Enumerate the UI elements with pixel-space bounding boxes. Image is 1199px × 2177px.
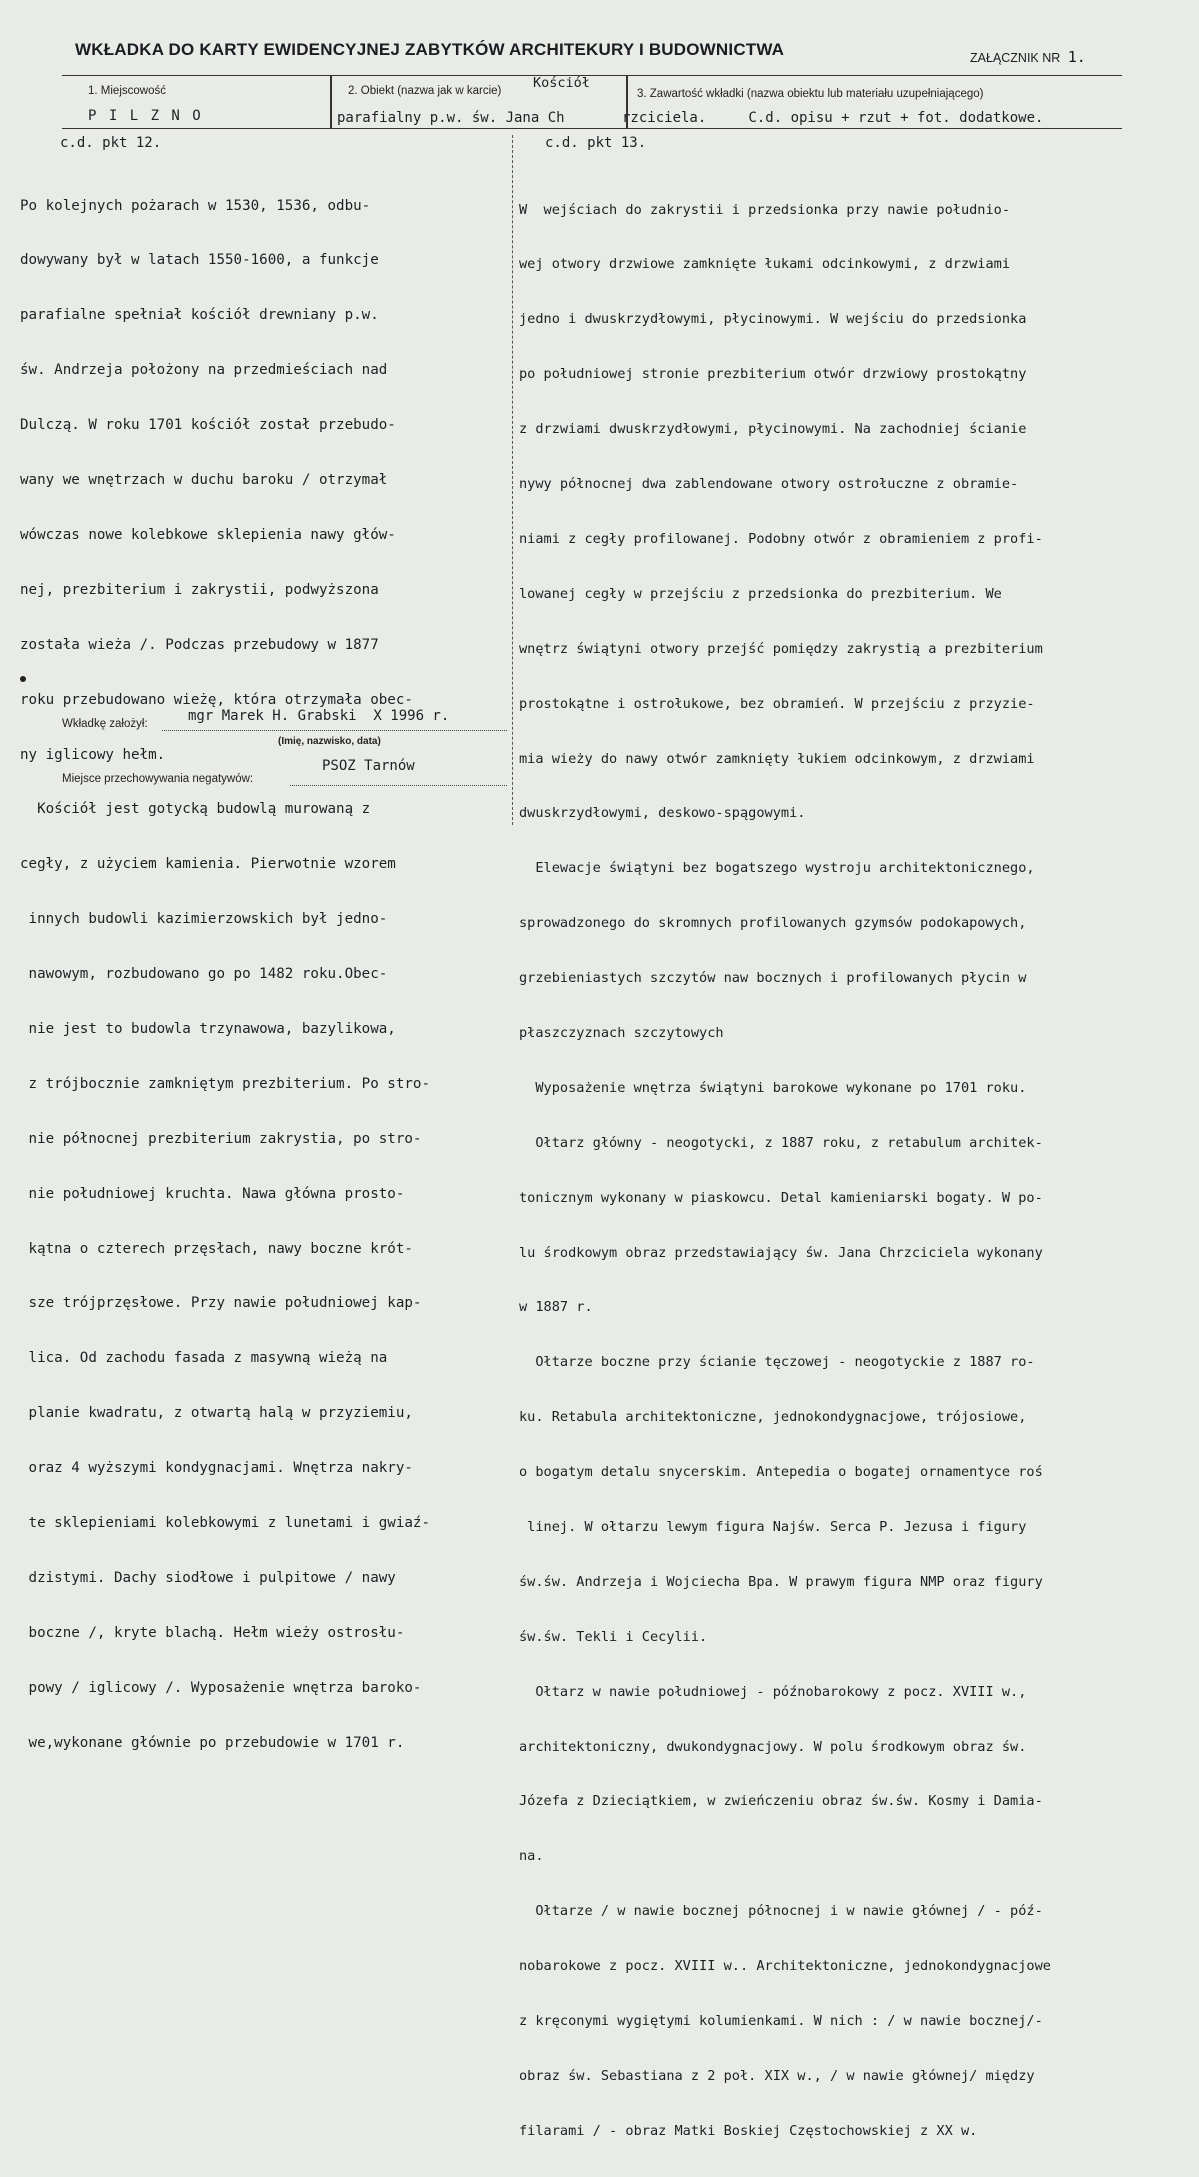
left-column-text [20,160,430,1788]
text-line: tonicznym wykonany w piaskowcu. Detal kamieniarski bogaty. W po- [519,1189,1043,1206]
text-line: nej, prezbiterium i zakrystii, podwyższona [20,581,379,598]
text-line: planie kwadratu, z otwartą halą w przyziemiu, [20,1405,413,1422]
column-divider [512,135,513,825]
text-line: mia wieży do nawy otwór zamknięty łukiem odcinkowym, z drzwiami [519,750,1035,767]
storage-dotted-line [290,785,507,786]
author-hint: (Imię, nazwisko, data) [278,736,381,747]
text-line: nie północnej prezbiterium zakrystia, po stro- [20,1130,422,1147]
text-line: lu środkowym obraz przedstawiający św. Jana Chrzciciela wykonany [519,1244,1043,1261]
text-line: o bogatym detalu snycerskim. Antepedia o bogatej ornamentyce roś [519,1464,1043,1481]
text-line: niami z cegły profilowanej. Podobny otwór z obramieniem z profi- [519,530,1043,547]
text-line: lowanej cegły w przejściu z przedsionka do prezbiterium. We [519,585,1002,602]
field-3-value: rzciciela. C.d. opisu + rzut + fot. dodatkowe. [622,110,1044,126]
field-1-label: 1. Miejscowość [88,85,166,97]
right-column-heading: c.d. pkt 13. [545,135,647,151]
text-line: filarami / - obraz Matki Boskiej Częstochowskiej z XX w. [519,2122,978,2139]
text-line: nie południowej kruchta. Nawa główna prosto- [20,1185,405,1202]
text-line: prostokątne i ostrołukowe, bez obramień. W przejściu z przyzie- [519,695,1035,712]
text-line: obraz św. Sebastiana z 2 poł. XIX w., / w nawie głównej/ między [519,2067,1035,2084]
attachment-number [970,48,1086,66]
attachment-number-value: 1. [1067,48,1086,66]
text-line: z drzwiami dwuskrzydłowymi, płycinowymi. Na zachodniej ścianie [519,421,1027,438]
text-line: cegły, z użyciem kamienia. Pierwotnie wzorem [20,856,396,873]
text-line: wówczas nowe kolebkowe sklepienia nawy głów- [20,526,396,543]
text-line: Ołtarze / w nawie bocznej północnej i w nawie głównej / - póź- [519,1903,1043,1920]
text-line: nobarokowe z pocz. XVIII w.. Architektoniczne, jednokondygnacjowe [519,1958,1051,1975]
text-line: sprowadzonego do skromnych profilowanych gzymsów podokapowych, [519,915,1027,932]
ink-dot [20,676,26,682]
text-line: została wieża /. Podczas przebudowy w 1877 [20,636,379,653]
text-line: lica. Od zachodu fasada z masywną wieżą na [20,1350,388,1367]
text-line: z trójbocznie zamkniętym prezbiterium. Po stro- [20,1075,430,1092]
text-line: Wyposażenie wnętrza świątyni barokowe wykonane po 1701 roku. [519,1079,1027,1096]
text-line: innych budowli kazimierzowskich był jedno- [20,911,388,928]
text-line: grzebieniastych szczytów naw bocznych i profilowanych płycin w [519,970,1027,987]
field-2-value-top: Kościół [533,75,590,91]
text-line: W wejściach do zakrystii i przedsionka przy nawie południo- [519,201,1011,218]
text-line: wnętrz świątyni otwory przejść pomiędzy zakrystią a prezbiterium [519,640,1043,657]
attachment-label: ZAŁĄCZNIK NR [970,51,1061,65]
text-line: po południowej stronie prezbiterium otwór drzwiowy prostokątny [519,366,1027,383]
text-line: we,wykonane głównie po przebudowie w 1701 r. [20,1734,405,1751]
text-line: nawowym, rozbudowano go po 1482 roku.Obec- [20,966,388,983]
text-line: Po kolejnych pożarach w 1530, 1536, odbu- [20,197,371,214]
text-line: Ołtarz główny - neogotycki, z 1887 roku, z retabulum architek- [519,1134,1043,1151]
author-dotted-line [162,730,507,731]
text-line: kątna o czterech przęsłach, nawy boczne krót- [20,1240,413,1257]
text-line: parafialne spełniał kościół drewniany p.w. [20,307,379,324]
text-line: sze trójprzęsłowe. Przy nawie południowej kap- [20,1295,422,1312]
storage-value: PSOZ Tarnów [322,758,415,774]
text-line: płaszczyznach szczytowych [519,1024,724,1041]
right-column-text [519,164,1051,2177]
text-line: Ołtarze boczne przy ścianie tęczowej - neogotyckie z 1887 ro- [519,1354,1035,1371]
text-line: św. Andrzeja położony na przedmieściach nad [20,362,388,379]
text-line: w 1887 r. [519,1299,593,1316]
text-line: dzistymi. Dachy siodłowe i pulpitowe / nawy [20,1569,396,1586]
text-line: wany we wnętrzach w duchu baroku / otrzymał [20,472,388,489]
text-line: boczne /, kryte blachą. Hełm wieży ostrosłu- [20,1624,405,1641]
text-line: z kręconymi wygiętymi kolumienkami. W nich : / w nawie bocznej/- [519,2012,1043,2029]
text-line: Ołtarz w nawie południowej - późnobarokowy z pocz. XVIII w., [519,1683,1027,1700]
text-line: dwuskrzydłowymi, deskowo-spągowymi. [519,805,806,822]
text-line: na. [519,1848,544,1865]
text-line: św.św. Tekli i Cecylii. [519,1628,708,1645]
text-line: Dulczą. W roku 1701 kościół został przebudo- [20,417,396,434]
storage-label: Miejsce przechowywania negatywów: [62,773,254,785]
text-line: Elewacje świątyni bez bogatszego wystroju architektonicznego, [519,860,1035,877]
field-2-value: parafialny p.w. św. Jana Ch [337,110,565,126]
text-line: ku. Retabula architektoniczne, jednokondygnacjowe, trójosiowe, [519,1409,1027,1426]
text-line: roku przebudowano wieżę, która otrzymała obec- [20,691,413,708]
text-line: św.św. Andrzeja i Wojciecha Bpa. W prawym figura NMP oraz figury [519,1573,1043,1590]
text-line: Józefa z Dzieciątkiem, w zwieńczeniu obraz św.św. Kosmy i Damia- [519,1793,1043,1810]
author-label: Wkładkę założył: [62,718,148,730]
text-line: nywy północnej dwa zablendowane otwory ostrołuczne z obramie- [519,476,1019,493]
text-line: te sklepieniami kolebkowymi z lunetami i gwiaź- [20,1514,430,1531]
text-line: Kościół jest gotycką budowlą murowaną z [20,801,371,818]
text-line: linej. W ołtarzu lewym figura Najśw. Serca P. Jezusa i figury [519,1518,1027,1535]
text-line: jedno i dwuskrzydłowymi, płycinowymi. W wejściu do przedsionka [519,311,1027,328]
text-line: wej otwory drzwiowe zamknięte łukami odcinkowymi, z drzwiami [519,256,1011,273]
field-3-label: 3. Zawartość wkładki (nazwa obiektu lub materiału uzupełniającego) [637,88,984,100]
field-1-value: P I L Z N O [88,108,203,124]
field-divider-1 [330,75,332,128]
left-column-heading: c.d. pkt 12. [60,135,162,151]
text-line: oraz 4 wyższymi kondygnacjami. Wnętrza nakry- [20,1460,413,1477]
text-line: ny iglicowy hełm. [20,746,166,763]
text-line: powy / iglicowy /. Wyposażenie wnętrza baroko- [20,1679,422,1696]
text-line: nie jest to budowla trzynawowa, bazylikowa, [20,1020,396,1037]
field-2-label: 2. Obiekt (nazwa jak w karcie) [348,85,502,97]
card-title: WKŁADKA DO KARTY EWIDENCYJNEJ ZABYTKÓW ARCHITEKURY I BUDOWNICTWA [75,40,785,59]
author-value: mgr Marek H. Grabski X 1996 r. [188,708,450,724]
text-line: architektoniczny, dwukondygnacjowy. W polu środkowym obraz św. [519,1738,1027,1755]
text-line: dowywany był w latach 1550-1600, a funkcje [20,252,379,269]
